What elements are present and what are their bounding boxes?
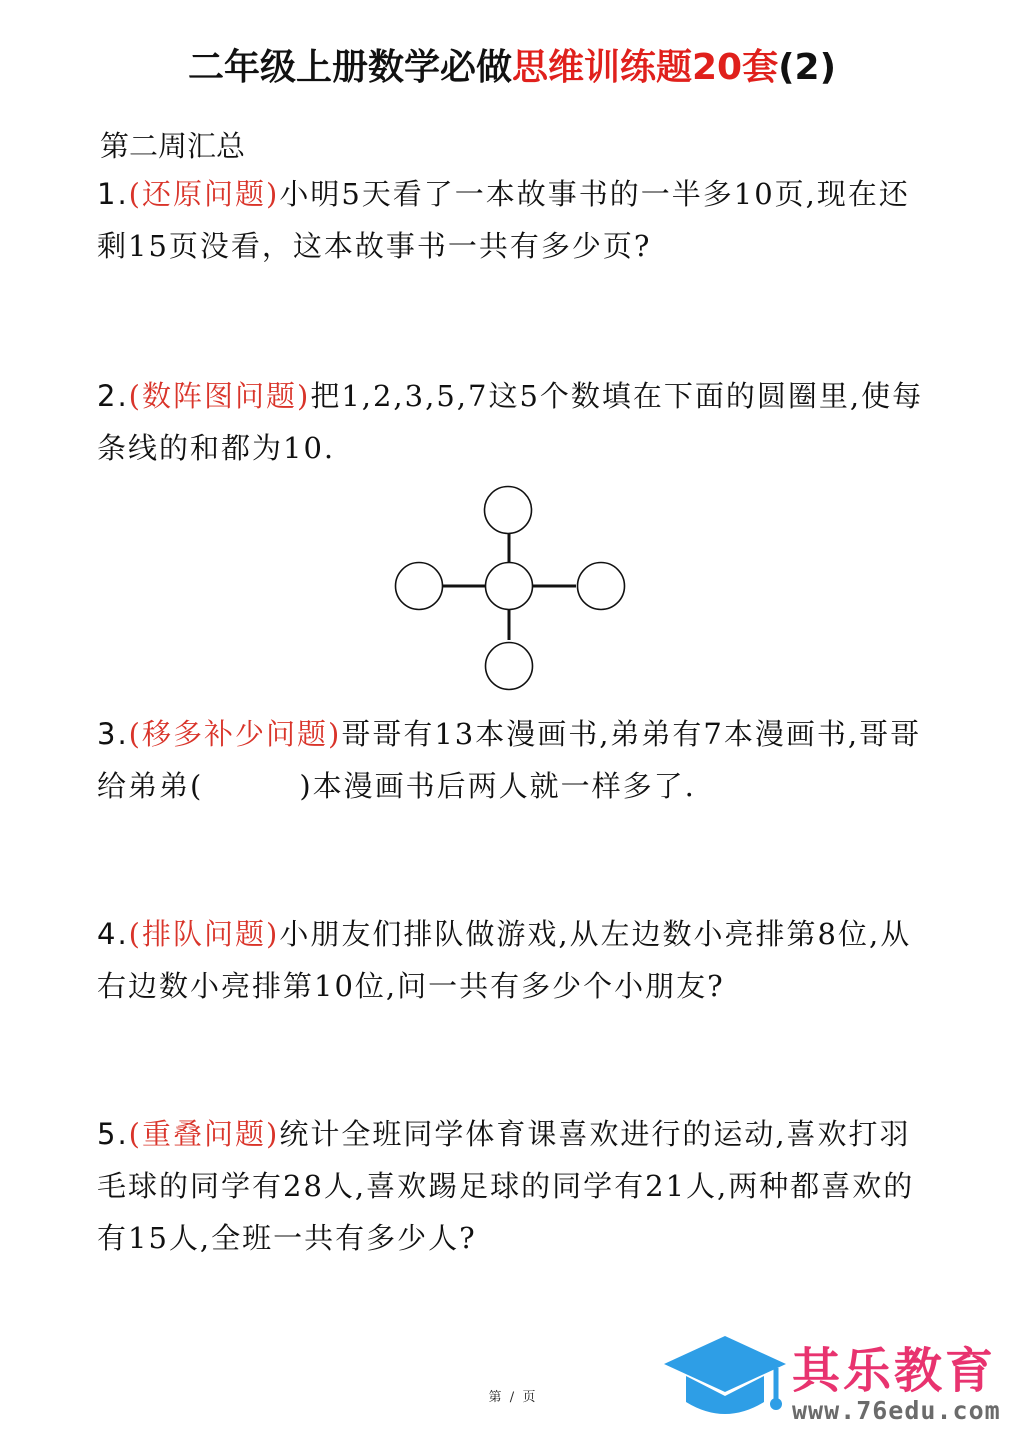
question-tag: (排队问题) — [128, 917, 280, 951]
circle-center[interactable] — [486, 563, 533, 610]
section-label: 第二周汇总 — [100, 129, 246, 163]
question-text: 哥哥有13本漫画书,弟弟有7本漫画书,哥哥给弟弟( — [97, 717, 922, 803]
title-suffix: (2) — [778, 47, 837, 88]
question-text-after: )本漫画书后两人就一样多了. — [299, 769, 696, 803]
question-number: 3. — [97, 717, 129, 751]
question-number: 2. — [97, 379, 129, 413]
page-title — [0, 42, 1024, 94]
question-4 — [97, 908, 927, 1012]
question-5 — [97, 1108, 927, 1264]
question-tag: (移多补少问题) — [128, 717, 342, 751]
question-text: 把1,2,3,5,7这5个数填在下面的圆圈里,使每条线的和都为10. — [97, 379, 924, 465]
question-tag: (重叠问题) — [128, 1117, 280, 1151]
question-text: 小明5天看了一本故事书的一半多10页,现在还剩15页没看，这本故事书一共有多少页? — [97, 177, 910, 263]
circle-top[interactable] — [485, 487, 532, 534]
question-3 — [97, 708, 927, 812]
question-text: 小朋友们排队做游戏,从左边数小亮排第8位,从右边数小亮排第10位,问一共有多少个小朋友? — [97, 917, 912, 1003]
title-red: 思维训练题20套 — [511, 47, 779, 88]
number-cross-diagram — [390, 484, 630, 694]
question-tag: (还原问题) — [128, 177, 280, 211]
brand-name: 其乐教育 — [792, 1343, 997, 1399]
question-number: 5. — [97, 1117, 129, 1151]
question-number: 4. — [97, 917, 129, 951]
circle-left[interactable] — [396, 563, 443, 610]
title-black: 二年级上册数学必做 — [187, 47, 512, 88]
question-tag: (数阵图问题) — [128, 379, 311, 413]
question-2 — [97, 370, 927, 474]
circle-bottom[interactable] — [486, 643, 533, 690]
brand-logo — [660, 1330, 1020, 1430]
question-number: 1. — [97, 177, 129, 211]
question-1 — [97, 168, 927, 272]
graduation-cap-icon — [660, 1330, 790, 1430]
circle-right[interactable] — [578, 563, 625, 610]
question-text: 统计全班同学体育课喜欢进行的运动,喜欢打羽毛球的同学有28人,喜欢踢足球的同学有21人,两种都喜欢的有15人,全班一共有多少人? — [97, 1117, 915, 1255]
page-number: 第 / 页 — [488, 1390, 536, 1405]
brand-url[interactable]: www.76edu.com — [792, 1396, 1001, 1425]
